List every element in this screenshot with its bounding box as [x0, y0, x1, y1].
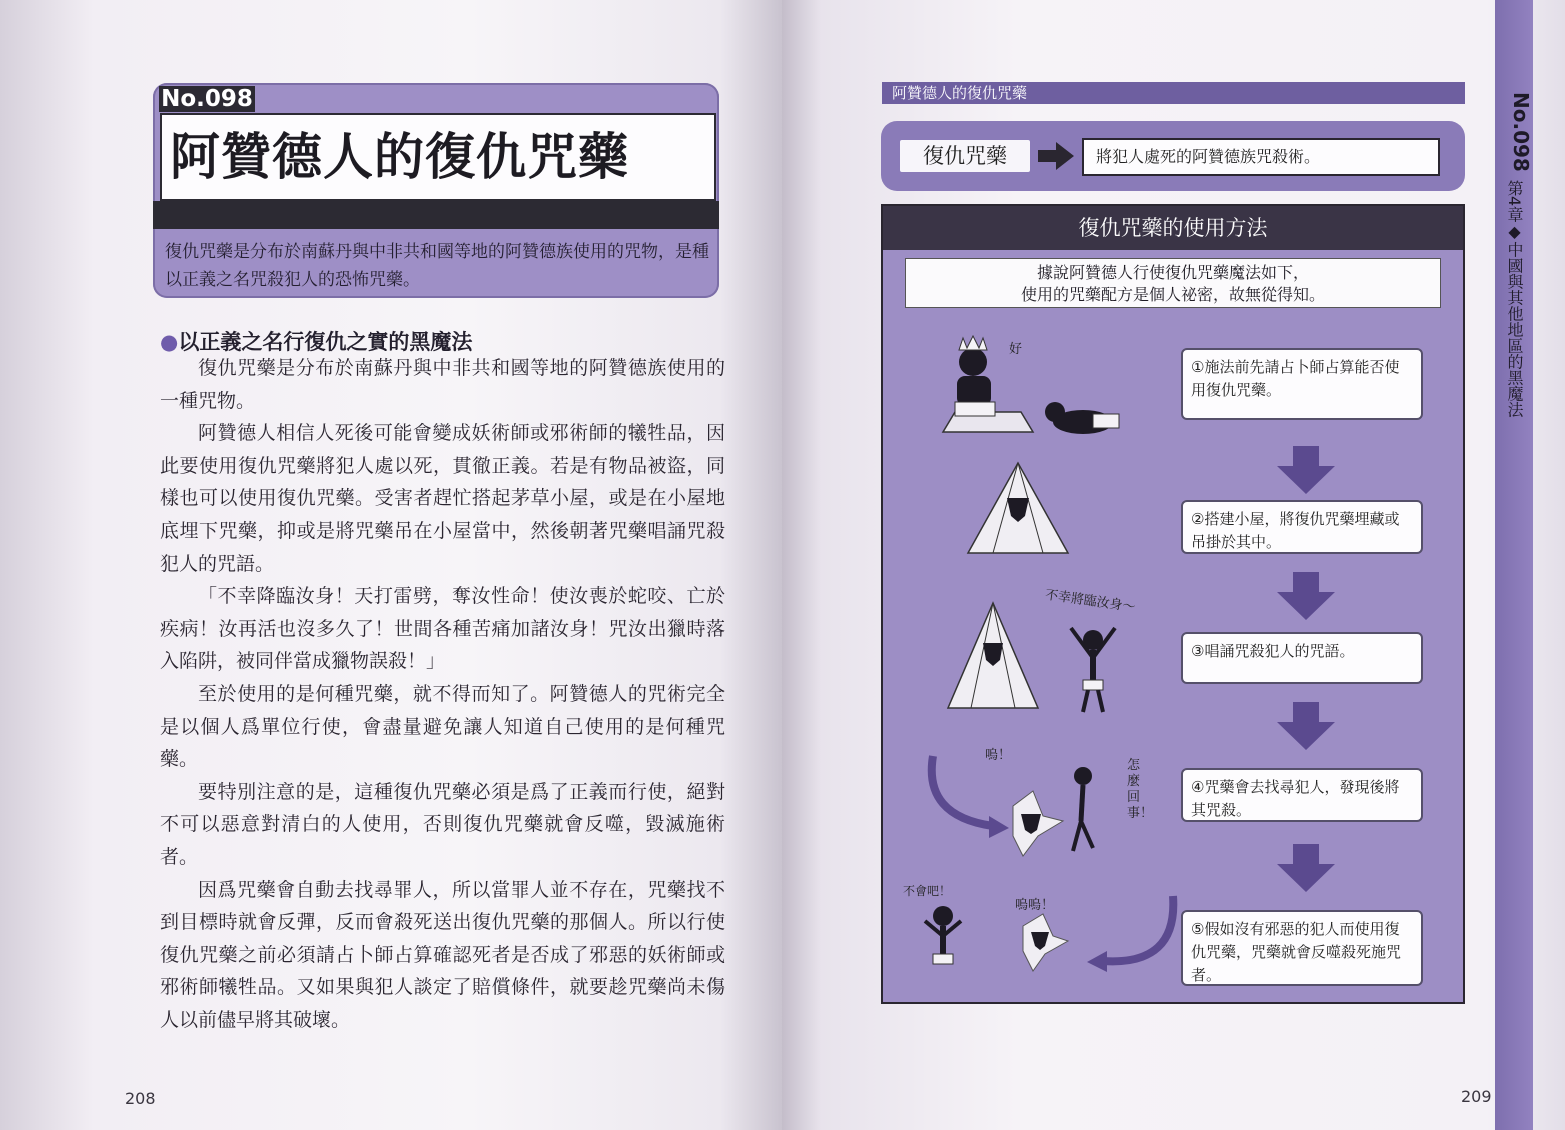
paragraph: 因爲咒藥會自動去找尋罪人，所以當罪人並不存在，咒藥找不到目標時就會反彈，反而會殺死送出復仇咒藥的那個人。所以行使復仇咒藥之前必須請占卜師占算確認死者是否成了邪惡的妖術師或邪術師犧牲品。又如果與犯人談定了賠償條件，就要趁咒藥尚未傷人以前儘早將其破壞。 [160, 878, 725, 1031]
section-bullet: ● [160, 330, 179, 354]
method-header-text: 復仇咒藥的使用方法 [1078, 216, 1268, 240]
arrow-down-icon [1277, 446, 1335, 494]
step-1: ①施法前先請占卜師占算能否使用復仇咒藥。 [1181, 348, 1423, 420]
speech-growl: 嗚！ [985, 748, 1012, 763]
body-text [160, 352, 725, 1036]
arrow-right-icon [1038, 142, 1074, 170]
paragraph: 至於使用的是何種咒藥，就不得而知了。阿贊德人的咒術完全是以個人爲單位行使，會盡量避免讓人知道自己使用的是何種咒藥。 [160, 682, 725, 771]
running-head: 阿贊德人的復仇咒藥 [882, 82, 1465, 104]
page-title: 阿贊德人的復仇咒藥 [170, 127, 629, 186]
title-banner [160, 113, 716, 201]
method-note-line: 使用的咒藥配方是個人祕密，故無從得知。 [1020, 285, 1325, 304]
speech-no-way: 不會吧！ [903, 884, 952, 898]
paragraph: 「不幸降臨汝身！天打雷劈，奪汝性命！使汝喪於蛇咬、亡於疾病！汝再活也沒多久了！世間各種苦痛加諸汝身！咒汝出獵時落入陷阱，被同伴當成獵物誤殺！」 [160, 585, 725, 673]
curse-attack-illustration [913, 736, 1154, 866]
definition-description: 將犯人處死的阿贊德族咒殺術。 [1082, 138, 1440, 176]
method-note-line: 據說阿贊德人行使復仇咒藥魔法如下， [1036, 263, 1309, 282]
step-4: ④咒藥會去找尋犯人，發現後將其咒殺。 [1181, 768, 1423, 822]
side-tab-chapter: 第4章◆中國與其他地區的黑魔法 [1505, 180, 1524, 418]
step-2: ②搭建小屋，將復仇咒藥埋藏或吊掛於其中。 [1181, 500, 1423, 554]
page-number-right: 209 [1461, 1087, 1492, 1106]
step-3: ③唱誦咒殺犯人的咒語。 [1181, 632, 1423, 684]
step-5: ⑤假如沒有邪惡的犯人而使用復仇咒藥，咒藥就會反噬殺死施咒者。 [1181, 910, 1423, 986]
method-header [883, 206, 1463, 250]
definition-term: 復仇咒藥 [900, 140, 1030, 172]
paragraph: 復仇咒藥是分布於南蘇丹與中非共和國等地的阿贊德族使用的一種咒物。 [160, 357, 725, 412]
arrow-down-icon [1277, 702, 1335, 750]
method-panel [881, 204, 1465, 1004]
summary-text: 復仇咒藥是分布於南蘇丹與中非共和國等地的阿贊德族使用的咒物，是種以正義之名咒殺犯人的恐怖咒藥。 [165, 242, 709, 290]
method-note [905, 258, 1441, 308]
entry-number-label: No.098 [159, 86, 255, 112]
diviner-illustration [933, 332, 1153, 442]
paragraph: 阿贊德人相信人死後可能會變成妖術師或邪術師的犧牲品，因此要使用復仇咒藥將犯人處以死，貫徹正義。若是有物品被盜，同樣也可以使用復仇咒藥。受害者趕忙搭起茅草小屋，或是在小屋地底埋下咒藥，抑或是將咒藥吊在小屋當中，然後朝著咒藥唱誦咒殺犯人的咒語。 [160, 422, 725, 575]
arrow-down-icon [1277, 572, 1335, 620]
chant-illustration [943, 598, 1133, 718]
speech-what: 怎麼回事！ [1127, 758, 1154, 821]
section-heading-text: 以正義之名行復仇之實的黑魔法 [178, 330, 473, 354]
page-number-left: 208 [125, 1089, 156, 1108]
speech-growl-2: 嗚嗚！ [1015, 898, 1055, 913]
title-underbar [153, 201, 719, 229]
speech-chant: 不幸將臨汝身～ [1044, 587, 1137, 616]
side-tab-number: No.098 [1509, 92, 1533, 172]
hut-illustration [963, 458, 1073, 558]
speech-ok: 好 [1009, 342, 1023, 357]
arrow-down-icon [1277, 844, 1335, 892]
paragraph: 要特別注意的是，這種復仇咒藥必須是爲了正義而行使，絕對不可以惡意對清白的人使用，否則復仇咒藥就會反噬，毀滅施術者。 [160, 780, 725, 868]
